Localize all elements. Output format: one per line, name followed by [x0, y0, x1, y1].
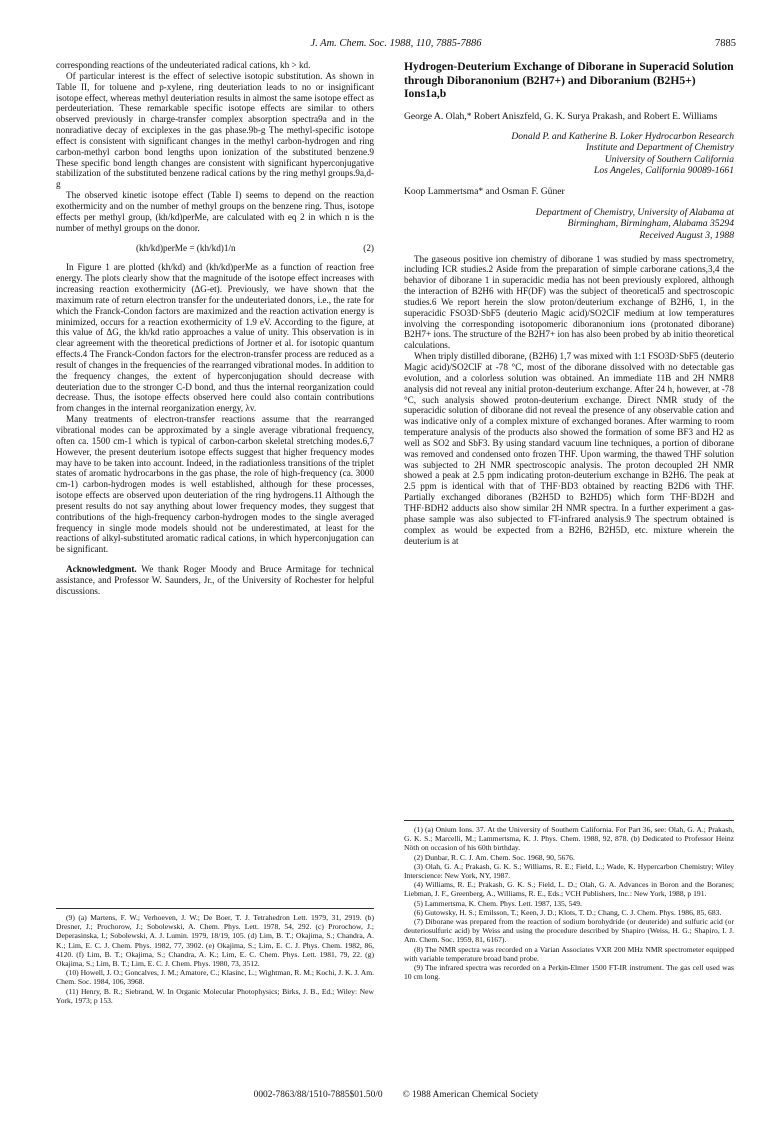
- paragraph: corresponding reactions of the undeuteriated radical cations, kh > kd.: [56, 60, 311, 70]
- page-number: 7885: [715, 38, 736, 49]
- equation-2: [136, 243, 374, 254]
- acknowledgment-text: We thank Roger Moody and Bruce Armitage for technical assistance, and Professor W. Saunders, Jr., of the University of Rochester for helpful discussions.: [56, 564, 374, 596]
- copyright-code: 0002-7863/88/1510-7885$01.50/0: [253, 1090, 383, 1100]
- running-header: [56, 38, 736, 52]
- affiliation-line: University of Southern California: [604, 153, 734, 165]
- article-title: Hydrogen-Deuterium Exchange of Diborane in Superacid Solution through Diboranonium (B2H7+) and Diboranium (B2H5+) Ions1a,b: [404, 60, 734, 100]
- footnote: (8) The NMR spectra was recorded on a Varian Associates VXR 200 MHz NMR spectrometer equipped with variable temperature broad band probe.: [404, 944, 734, 963]
- affiliation: [404, 131, 734, 176]
- footnote: (9) The infrared spectra was recorded on a Perkin-Elmer 1500 FT-IR instrument. The gas cell used was 10 cm long.: [404, 963, 734, 982]
- footnote: (10) Howell, J. O.; Goncalves, J. M.; Amatore, C.; Klasinc, L.; Wightman, R. M.; Kochi, J. K. J. Am. Chem. Soc. 1984, 106, 3968.: [56, 968, 374, 987]
- left-footnotes: [56, 908, 374, 1005]
- article-body: [404, 254, 734, 547]
- footnote: (6) Gutowsky, H. S.; Emilsson, T.; Keen, J. D.; Klots, T. D.; Chang, C. J. Chem. Phys. 1986, 85, 683.: [414, 907, 722, 917]
- footnote: (5) Lammertsma, K. Chem. Phys. Lett. 1987, 135, 549.: [414, 898, 582, 908]
- copyright-notice: © 1988 American Chemical Society: [402, 1090, 539, 1100]
- author-list: George A. Olah,* Robert Aniszfeld, G. K. Surya Prakash, and Robert E. Williams: [404, 110, 718, 122]
- page-footer: [56, 1090, 736, 1100]
- affiliation-line: Los Angeles, California 90089-1661: [593, 164, 734, 176]
- affiliation-line: Department of Chemistry, University of Alabama at: [535, 206, 734, 218]
- footnote: (3) Olah, G. A.; Prakash, G. K. S.; Williams, R. E.; Field, L.; Wade, K. Hypercarbon Chemistry; Wiley Interscience: New York, NY, 1987.: [404, 861, 734, 881]
- paragraph: Of particular interest is the effect of selective isotopic substitution. As shown in Table II, for toluene and p-xylene, ring deuteriation leads to no or insignificant isotope effect, whereas methyl deuteriation results in almost the same isotope effect as perdeuteriation. These remarkable specific isotope effects are similar to others observed previously in charge-transfer complex absorption spectra9a and in the nonradiative decay of exciplexes in the gas phase.9b-g The methyl-specific isotope effect is consistent with significant changes in the methyl carbon-hydrogen and ring carbon-methyl carbon bond lengths upon ionization of the substituted benzene.9 These specific bond length changes are consistent with significant hyperconjugative stabilization of the substituted benzene radical cations by the ring methyl groups.9a,d-g: [56, 70, 374, 190]
- paragraph: In Figure 1 are plotted (kh/kd) and (kh/kd)perMe as a function of reaction free energy. The plots clearly show that the magnitude of the isotope effect increases with increasing reaction exothermicity (ΔG-et). Previously, we have shown that the maximum rate of return electron transfer for the undeuteriated donors, i.e., the rate for which the Franck-Condon factors are maximized and the reaction activation energy is minimized, occurs for a reaction exothermicity of 1.9 eV. According to the figure, at this value of ΔG, the kh/kd ratio approaches a value of unity. This observation is in clear agreement with the theoretical predictions of Jortner et al. for isotopic quantum effects.4 The Franck-Condon factors for the electron-transfer process are reduced as a result of changes in the frequencies of the rearranged vibrational modes. In addition to the frequency changes, the extent of hyperconjugation should decrease with deuteriation due to the stronger C-D bond, and thus the internal reorganization could decrease. Thus, the isotope effects observed here could also contain contributions from changes in the internal reorganization energy, λv.: [56, 262, 374, 414]
- equation-body: (kh/kd)perMe = (kh/kd)1/n: [136, 242, 236, 253]
- equation-number: (2): [363, 242, 374, 253]
- right-footnotes: [404, 820, 734, 981]
- footnote: (1) (a) Onium Ions. 37. At the University of Southern California. For Part 36, see: Olah, G. A.; Prakash, G. K. S.; Marcelli, M.; Lammertsma, K. J. Phys. Chem. 1988, 92, 878. (b) Dedicated to Professor Heinz Nöth on occasion of his 60th birthday.: [404, 825, 734, 853]
- right-column: [404, 60, 734, 546]
- received-date: Received August 3, 1988: [639, 230, 734, 242]
- footnote: (9) (a) Martens, F. W.; Verhoeven, J. W.; De Boer, T. J. Tetrahedron Lett. 1979, 31, 2919. (b) Dresner, J.; Prochorow, J.; Sobolewski, A. Chem. Phys. Lett. 1978, 54, 292. (c) Prorochow, J.; Deperasinska, I.; Sobolewski, A. J. Lumin. 1979, 18/19, 105. (d) Lim, B. T.; Okajima, S.; Chandra, A. K.; Lim, E. C. J. Chem. Phys. 1982, 77, 3902. (e) Okajima, S.; Lim, E. C. J. Phys. Chem. 1982, 86, 4120. (f) Lim, B. T.; Okajima, S.; Chandra, A. K.; Lim, E. C. Chem. Phys. Lett. 1981, 79, 22. (g) Okajima, S.; Lim, B. T.; Lim, E. C. J. Chem. Phys. 1980, 73, 3512.: [56, 913, 374, 969]
- footnote: (4) Williams, R. E.; Prakash, G. K. S.; Field, L. D.; Olah, G. A. Advances in Boron and the Boranes; Liebman, J. F., Greenberg, A., Williams, R. E., Eds.; VCH Publishers, Inc.: New York, 1988, p 191.: [404, 880, 734, 899]
- acknowledgment-heading: Acknowledgment.: [66, 564, 137, 575]
- paragraph: The gaseous positive ion chemistry of diborane 1 was studied by mass spectrometry, including ICR studies.2 Aside from the preparation of simple carborane cations,3,4 the behavior of diborane 1 in superacidic media has not been previously explored, although the interaction of B2H6 with HF(DF) was the subject of theoretical5 and spectroscopic studies.6 We report herein the slow proton/deuterium exchange of B2H6, 1, in the superacidic FSO3D·SbF5 (deuterio Magic acid)/SO2ClF medium at low temperatures involving the corresponding isotopomeric diboranonium ions (protonated diborane) B2H7+ ions. The structure of the B2H7+ ion has also been probed by ab initio theoretical calculations.: [404, 253, 734, 351]
- affiliation-line: Donald P. and Katherine B. Loker Hydrocarbon Research: [511, 131, 734, 142]
- acknowledgment: [56, 564, 374, 597]
- paragraph: When triply distilled diborane, (B2H6) 1,7 was mixed with 1:1 FSO3D·SbF5 (deuterio Magic acid)/SO2ClF at -78 °C, most of the diborane dissolved with no detectable gas evolution, and a colorless solution was obtained. An immediate 11B and 2H NMR8 analysis did not reveal any initial proton-deuterium exchange. After 24 h, however, at -78 °C, such analysis showed proton-deuterium exchange. Direct NMR study of the superacidic solution of diborane did not reveal the presence of any observable cation and was indicative only of a complex mixture of exchanged boranes. After warming to room temperature analysis of the products also showed the formation of some BF3 and H2 as well as SO2 and SbF3. By using standard vacuum line techniques, a portion of diborane was removed and condensed onto frozen THF. Upon warming, the thawed THF solution was subjected to 2H NMR spectroscopic analysis. The proton decoupled 2H NMR showed a peak at 2.5 ppm indicating proton-deuterium exchange in B2H6. The peak at 2.5 ppm is identical with that of THF·BD3 obtained by reacting B2D6 with THF. Partially exchanged diboranes (B2H5D to B2HD5) which form THF·BD2H and THF·BDH2 adducts also show similar 2H NMR spectra. In a further experiment a gas-phase sample was also subjected to FT-infrared analysis.9 The spectrum obtained is complex as would be expected from a B2H6, B2H5D, etc. mixture wherein the deuterium is at: [404, 351, 734, 546]
- footnote: (2) Dunbar, R. C. J. Am. Chem. Soc. 1968, 90, 5676.: [414, 852, 575, 862]
- paragraph: The observed kinetic isotope effect (Table I) seems to depend on the reaction exothermicity and on the number of methyl groups on the benzene ring. Thus, isotope effects per methyl group, (kh/kd)perMe, are calculated with eq 2 in which n is the number of methyl groups on the donor.: [56, 190, 374, 233]
- footnote: (11) Henry, B. R.; Siebrand, W. In Organic Molecular Photophysics; Birks, J. B., Ed.; Wiley: New York, 1973; p 153.: [56, 986, 374, 1005]
- paragraph: Many treatments of electron-transfer reactions assume that the rearranged vibrational modes can be approximated by a single average vibrational frequency, often ca. 1500 cm-1 which is typical of carbon-carbon skeletal stretching modes.6,7 However, the present deuterium isotope effects suggest that higher frequency modes may have to be taken into account. Indeed, in the radiationless transitions of the triplet states of aromatic hydrocarbons in the gas phase, the role of high-frequency (ca. 3000 cm-1) carbon-hydrogen modes is well established, although for these processes, isotope effects are observed upon deuteriation of the ring hydrogens.11 Although the present results do not say anything about lower frequency modes, they suggest that contributions of the high-frequency carbon-hydrogen modes to the single averaged frequency in single mode models should not be underestimated, at least for the reactions of alkyl-substituted aromatic radical cations, in which hyperconjugation can be significant.: [56, 414, 374, 555]
- affiliation-line: Institute and Department of Chemistry: [585, 142, 734, 154]
- affiliation-line: Birmingham, Birmingham, Alabama 35294: [567, 217, 734, 229]
- footnote: (7) Diborane was prepared from the reaction of sodium borohydride (or deuteride) and sulfuric acid (or deuteriosulfuric acid) by Weiss and using the procedure described by Shapiro (Weiss, H. G.; Shapiro, I. J. Am. Chem. Soc. 1959, 81, 6167).: [404, 917, 734, 945]
- affiliation: [404, 207, 734, 242]
- journal-citation: J. Am. Chem. Soc. 1988, 110, 7885-7886: [310, 38, 482, 49]
- left-column: [56, 60, 374, 597]
- author-list: Koop Lammertsma* and Osman F. Güner: [404, 186, 565, 198]
